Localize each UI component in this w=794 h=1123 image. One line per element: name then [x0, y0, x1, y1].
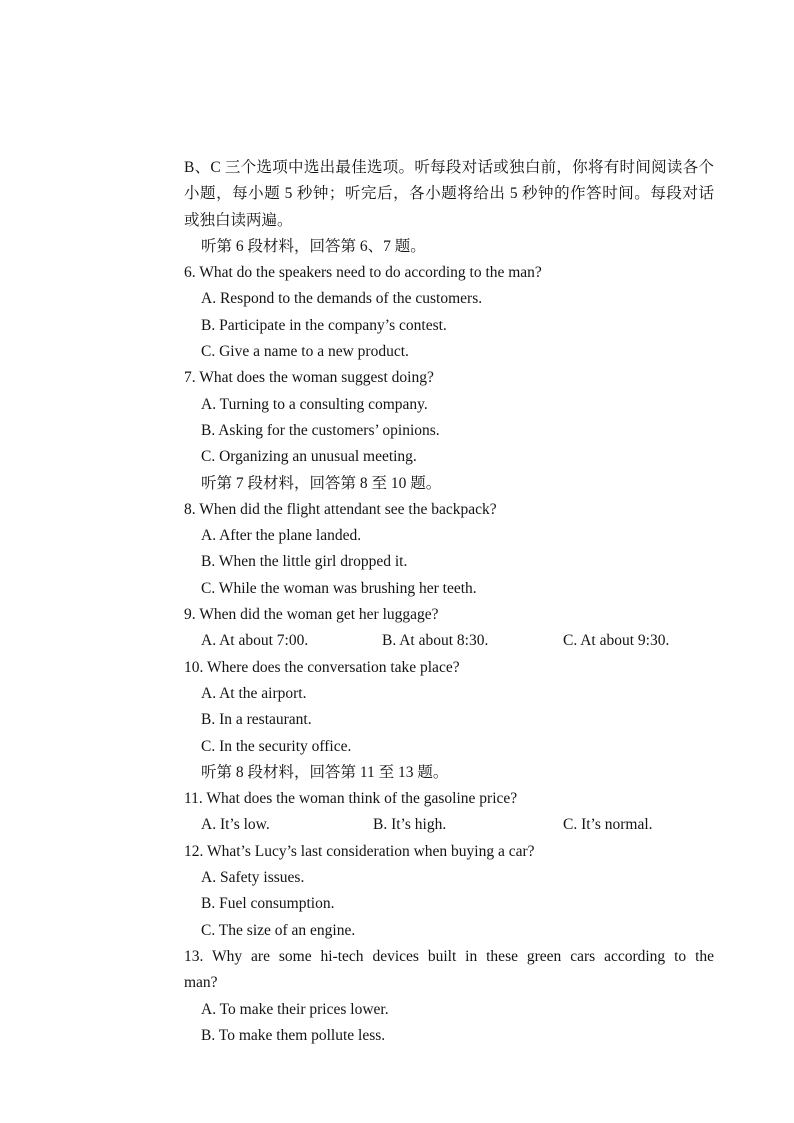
q7-option-a: A. Turning to a consulting company. — [201, 395, 428, 413]
q6-option-c: C. Give a name to a new product. — [201, 343, 409, 361]
q11-options — [184, 812, 714, 838]
q10-option-a: A. At the airport. — [201, 684, 307, 702]
question-8: 8. When did the flight attendant see the backpack? — [184, 500, 497, 518]
q12-option-c: C. The size of an engine. — [201, 921, 356, 939]
question-7: 7. What does the woman suggest doing? — [184, 369, 434, 387]
q8-option-a: A. After the plane landed. — [201, 527, 362, 545]
q9-options — [184, 628, 714, 654]
section-heading-8: 听第 8 段材料，回答第 11 至 13 题。 — [201, 763, 449, 781]
exam-page — [184, 155, 714, 1049]
q8-option-c: C. While the woman was brushing her teeth. — [201, 579, 477, 597]
question-6: 6. What do the speakers need to do according to the man? — [184, 264, 542, 282]
q12-option-b: B. Fuel consumption. — [201, 895, 335, 913]
q13-option-a: A. To make their prices lower. — [201, 1000, 389, 1018]
question-10: 10. Where does the conversation take place? — [184, 658, 460, 676]
q11-option-c: C. It’s normal. — [563, 816, 653, 834]
q7-option-b: B. Asking for the customers’ opinions. — [201, 421, 440, 439]
question-12: 12. What’s Lucy’s last consideration when buying a car? — [184, 842, 535, 860]
instructions-line-1: B、C 三个选项中选出最佳选项。听每段对话或独白前，你将有时间阅读各个 — [184, 159, 714, 176]
section-heading-6: 听第 6 段材料，回答第 6、7 题。 — [201, 237, 426, 255]
q6-option-a: A. Respond to the demands of the customers. — [201, 290, 483, 308]
q11-option-b: B. It’s high. — [373, 816, 447, 834]
question-9: 9. When did the woman get her luggage? — [184, 606, 439, 624]
q11-option-a: A. It’s low. — [201, 816, 270, 834]
instructions-line-3: 或独白读两遍。 — [184, 211, 293, 229]
q6-option-b: B. Participate in the company’s contest. — [201, 316, 447, 334]
q9-option-b: B. At about 8:30. — [382, 632, 489, 650]
q10-option-c: C. In the security office. — [201, 737, 352, 755]
q10-option-b: B. In a restaurant. — [201, 711, 312, 729]
instructions-line-2: 小题，每小题 5 秒钟；听完后，各小题将给出 5 秒钟的作答时间。每段对话 — [184, 185, 714, 203]
question-11: 11. What does the woman think of the gasoline price? — [184, 790, 518, 808]
q12-option-a: A. Safety issues. — [201, 869, 305, 887]
q9-option-a: A. At about 7:00. — [201, 632, 309, 650]
q13-option-b: B. To make them pollute less. — [201, 1026, 386, 1044]
question-13-line-1: 13. Why are some hi-tech devices built in these green cars according to the — [184, 947, 714, 965]
question-13-line-2: man? — [184, 974, 218, 992]
section-heading-7: 听第 7 段材料，回答第 8 至 10 题。 — [201, 474, 442, 492]
q8-option-b: B. When the little girl dropped it. — [201, 553, 408, 571]
q9-option-c: C. At about 9:30. — [563, 632, 670, 650]
q7-option-c: C. Organizing an unusual meeting. — [201, 448, 417, 466]
